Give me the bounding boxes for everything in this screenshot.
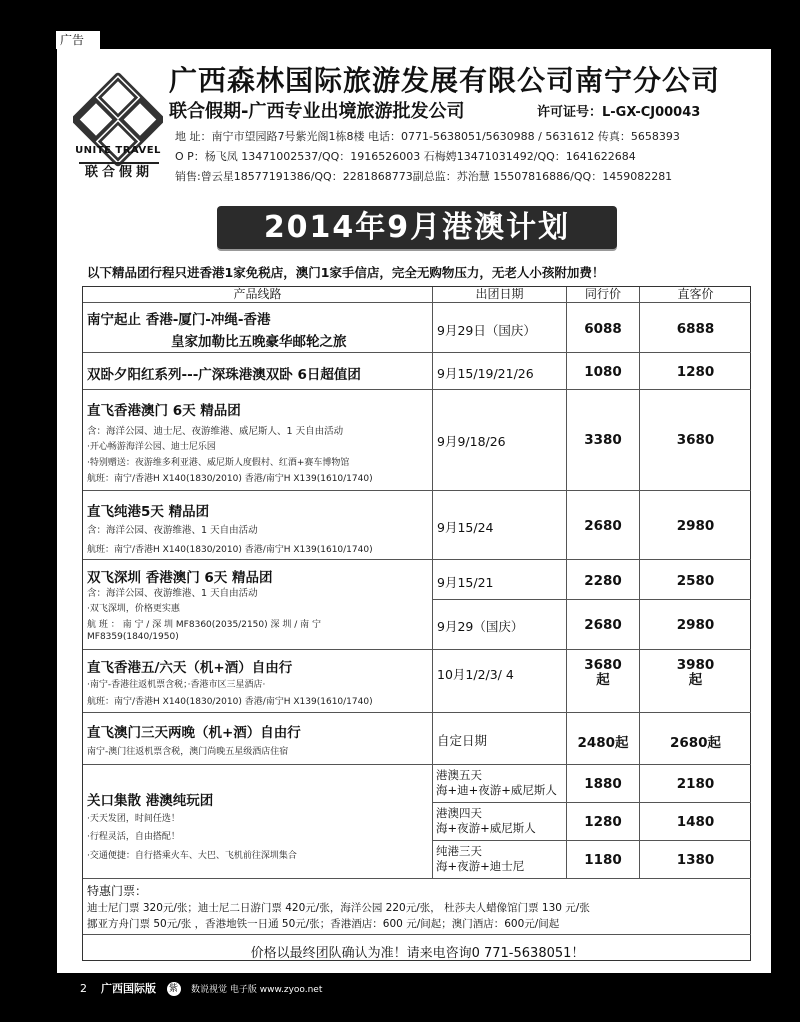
r5-detail-2: ·双飞深圳，价格更实惠 bbox=[87, 604, 180, 614]
header-date: 出团日期 bbox=[433, 287, 567, 303]
r3-direct-price: 3680 bbox=[640, 390, 751, 491]
r1-peer-price: 6088 bbox=[567, 303, 640, 353]
r6-peer-suffix: 起 bbox=[596, 672, 610, 688]
page-number: 2 bbox=[80, 982, 87, 995]
license-number: 许可证号：L-GX-CJ00043 bbox=[537, 105, 701, 120]
header-direct-price: 直客价 bbox=[640, 287, 751, 303]
tour-table bbox=[82, 286, 751, 961]
r8-name: 关口集散 港澳纯玩团 bbox=[87, 793, 214, 809]
r6-detail-2: 航班：南宁/香港H X140(1830/2010) 香港/南宁H X139(1610/1740) bbox=[87, 697, 373, 707]
r8-option-1-title: 港澳五天 bbox=[436, 768, 482, 782]
r2-name: 双卧夕阳红系列---广深珠港澳双卧 6日超值团 bbox=[87, 367, 361, 383]
tickets-title: 特惠门票： bbox=[87, 884, 148, 898]
contact-address: 地 址：南宁市望园路7号紫光阁1栋8楼 电话：0771-5638051/5630988 / 5631612 传真：5658393 bbox=[175, 130, 680, 143]
r1-date: 9月29日（国庆） bbox=[433, 303, 567, 353]
r6-direct-value: 3980 bbox=[676, 657, 715, 673]
tickets-line-1: 迪士尼门票 320元/张；迪士尼二日游门票 420元/张，海洋公园 220元/张， 杜莎夫人蜡像馆门票 130 元/张 bbox=[87, 902, 590, 914]
r3-name: 直飞香港澳门 6天 精品团 bbox=[87, 403, 241, 419]
r8-peer-price-3: 1180 bbox=[567, 841, 640, 879]
r1-name-2: 皇家加勒比五晚豪华邮轮之旅 bbox=[171, 334, 347, 350]
r8-detail-1: ·天天发团，时间任选！ bbox=[87, 814, 180, 824]
r3-date: 9月9/18/26 bbox=[433, 390, 567, 491]
circle-logo-icon: 紫 bbox=[167, 982, 181, 996]
r8-option-3-desc: 海+夜游+迪士尼 bbox=[436, 859, 525, 873]
intro-text: 以下精品团行程只进香港1家免税店，澳门1家手信店，完全无购物压力，无老人小孩附加费！ bbox=[87, 265, 605, 280]
r8-option-3 bbox=[433, 841, 567, 879]
tickets-line-2: 挪亚方舟门票 50元/张 ，香港地铁一日通 50元/张；香港酒店：600 元/间起；澳门酒店：600元/间起 bbox=[87, 918, 560, 930]
r6-peer-price bbox=[567, 650, 640, 713]
r8-option-1-desc: 海+迪+夜游+威尼斯人 bbox=[436, 783, 557, 797]
r4-detail-2: 航班：南宁/香港H X140(1830/2010) 香港/南宁H X139(1610/1740) bbox=[87, 545, 373, 555]
r6-date: 10月1/2/3/ 4 bbox=[433, 650, 567, 713]
table-row-6-product bbox=[83, 650, 433, 713]
contact-op: O P：杨飞凤 13471002537/QQ：1916526003 石梅娉13471031492/QQ：1641622684 bbox=[175, 150, 636, 163]
r5-detail-3: 航 班 ： 南 宁 / 深 圳 MF8360(2035/2150) 深 圳 / 南 宁 bbox=[87, 620, 321, 630]
r3-detail-2: ·开心畅游海洋公园、迪士尼乐园 bbox=[87, 442, 216, 452]
r5-direct-price-a: 2580 bbox=[640, 560, 751, 600]
r5-detail-4: MF8359(1840/1950) bbox=[87, 632, 179, 642]
r8-peer-price-2: 1280 bbox=[567, 803, 640, 841]
r1-direct-price: 6888 bbox=[640, 303, 751, 353]
r8-option-1 bbox=[433, 765, 567, 803]
r5-peer-price-a: 2280 bbox=[567, 560, 640, 600]
r8-option-2-title: 港澳四天 bbox=[436, 806, 482, 820]
r5-detail-1: 含：海洋公园、夜游维港、1 天自由活动 bbox=[87, 588, 258, 599]
table-row-8-product bbox=[83, 765, 433, 879]
r8-detail-2: ·行程灵活，自由搭配！ bbox=[87, 832, 180, 842]
r7-direct-price: 2680起 bbox=[640, 713, 751, 765]
table-row-7-product bbox=[83, 713, 433, 765]
r8-detail-3: ·交通便捷：自行搭乘火车、大巴、飞机前往深圳集合 bbox=[87, 851, 297, 861]
r2-direct-price: 1280 bbox=[640, 353, 751, 390]
r7-date: 自定日期 bbox=[433, 713, 567, 765]
r3-detail-4: 航班：南宁/香港H X140(1830/2010) 香港/南宁H X139(1610/1740) bbox=[87, 474, 373, 484]
site-url: 数说视觉 电子版 www.zyoo.net bbox=[191, 985, 323, 995]
page-title: 2014年9月港澳计划 bbox=[217, 206, 617, 249]
r5-date-b: 9月29（国庆） bbox=[433, 600, 567, 650]
r5-peer-price-b: 2680 bbox=[567, 600, 640, 650]
r4-direct-price: 2980 bbox=[640, 491, 751, 560]
r7-detail-1: 南宁-澳门往返机票含税，澳门尚晚五星级酒店住宿 bbox=[87, 747, 289, 757]
r8-direct-price-2: 1480 bbox=[640, 803, 751, 841]
contact-sales: 销售:曾云星18577191386/QQ：2281868773副总监：苏治慧 15507816886/QQ：1459082281 bbox=[175, 170, 673, 183]
r8-option-2 bbox=[433, 803, 567, 841]
r8-direct-price-3: 1380 bbox=[640, 841, 751, 879]
r3-detail-3: ·特别赠送：夜游维多利亚港、威尼斯人度假村、红酒+赛车博物馆 bbox=[87, 458, 350, 468]
r8-option-3-title: 纯港三天 bbox=[436, 844, 482, 858]
price-disclaimer: 价格以最终团队确认为准！请来电咨询0 771-5638051！ bbox=[250, 946, 585, 961]
r6-peer-value: 3680 bbox=[584, 657, 622, 673]
company-name: 广西森林国际旅游发展有限公司南宁分公司 bbox=[169, 64, 721, 97]
r2-date: 9月15/19/21/26 bbox=[433, 353, 567, 390]
table-row-1-product bbox=[83, 303, 433, 353]
r8-peer-price-1: 1880 bbox=[567, 765, 640, 803]
r4-detail-1: 含：海洋公园、夜游维港、1 天自由活动 bbox=[87, 525, 258, 536]
tickets-section bbox=[83, 879, 751, 935]
publication-name: 广西国际版 bbox=[101, 982, 156, 995]
r7-name: 直飞澳门三天两晚（机+酒）自由行 bbox=[87, 725, 301, 741]
r4-name: 直飞纯港5天 精品团 bbox=[87, 504, 210, 520]
r3-peer-price: 3380 bbox=[567, 390, 640, 491]
table-row-5-product bbox=[83, 560, 433, 650]
r8-direct-price-1: 2180 bbox=[640, 765, 751, 803]
r5-date-a: 9月15/21 bbox=[433, 560, 567, 600]
logo-subtitle: 联合假期 bbox=[79, 162, 159, 182]
header-peer-price: 同行价 bbox=[567, 287, 640, 303]
table-row-4-product bbox=[83, 491, 433, 560]
header-product: 产品线路 bbox=[83, 287, 433, 303]
r5-direct-price-b: 2980 bbox=[640, 600, 751, 650]
table-row-3-product bbox=[83, 390, 433, 491]
r7-peer-price: 2480起 bbox=[567, 713, 640, 765]
ad-sheet bbox=[57, 49, 771, 973]
r3-detail-1: 含：海洋公园、迪士尼、夜游维港、威尼斯人、1 天自由活动 bbox=[87, 426, 344, 437]
table-row-2-product bbox=[83, 353, 433, 390]
r2-peer-price: 1080 bbox=[567, 353, 640, 390]
r4-date: 9月15/24 bbox=[433, 491, 567, 560]
r5-name: 双飞深圳 香港澳门 6天 精品团 bbox=[87, 570, 273, 586]
r6-direct-price bbox=[640, 650, 751, 713]
page-footer bbox=[80, 980, 322, 996]
logo-text: UNITE TRAVEL bbox=[75, 145, 161, 156]
r4-peer-price: 2680 bbox=[567, 491, 640, 560]
company-subline: 联合假期-广西专业出境旅游批发公司 bbox=[169, 101, 465, 122]
ad-label: 广告 bbox=[56, 31, 100, 49]
r8-option-2-desc: 海+夜游+威尼斯人 bbox=[436, 821, 536, 835]
r6-name: 直飞香港五/六天（机+酒）自由行 bbox=[87, 660, 293, 676]
r6-direct-suffix: 起 bbox=[688, 672, 703, 688]
r6-detail-1: ·南宁-香港往返机票含税；·香港市区三星酒店· bbox=[87, 680, 266, 690]
r1-name-1: 南宁起止 香港-厦门-冲绳-香港 bbox=[87, 312, 271, 328]
